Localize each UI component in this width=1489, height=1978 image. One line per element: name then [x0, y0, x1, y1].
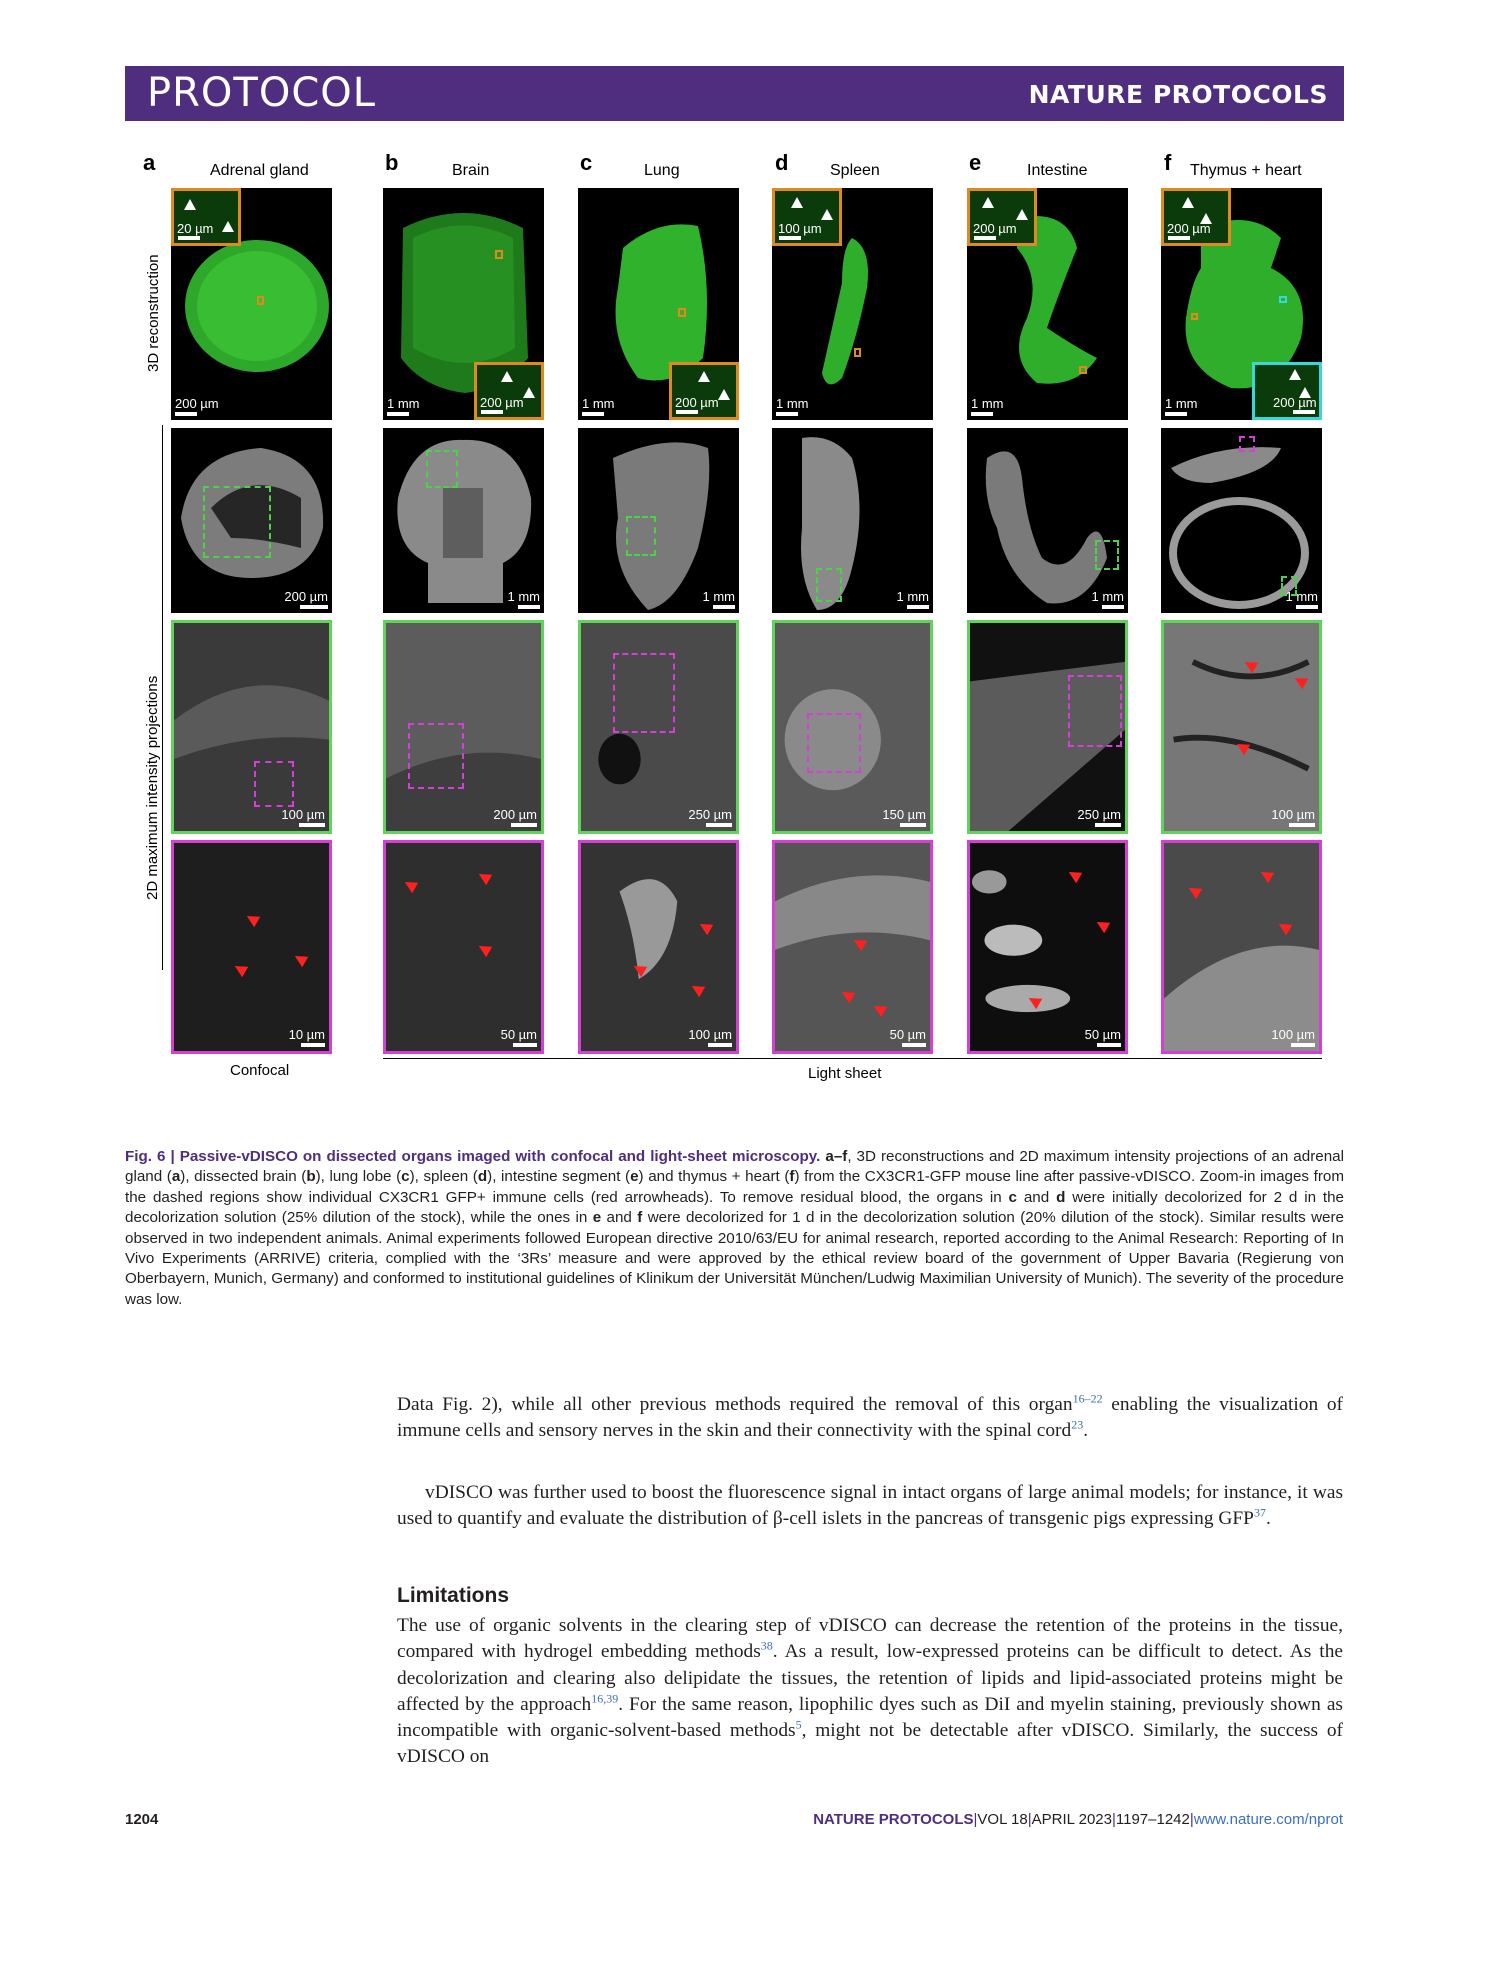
recon-spleen	[772, 188, 933, 420]
ref-link[interactable]: 16–22	[1072, 1391, 1103, 1406]
mip-thymus-heart	[1161, 428, 1322, 613]
panel-title-e: Intestine	[1027, 162, 1088, 179]
inset-thymus-1: 200 µm	[1161, 188, 1231, 246]
inset-thymus-2: 200 µm	[1252, 362, 1322, 420]
scale-zoom1-c: 250 µm	[688, 807, 732, 827]
recon-lung	[578, 188, 739, 420]
scale-recon-e: 1 mm	[971, 396, 1004, 416]
ref-link[interactable]: 37	[1253, 1505, 1266, 1520]
zoom1-adrenal	[171, 620, 332, 834]
body-paragraph-1: Data Fig. 2), while all other previous methods required the removal of this organ$^{16-22}$ enabling the visualization of immune cells and sensory nerves in the skin and their connectivity with the spinal cord$^{23}$.	[397, 1391, 1344, 1442]
mip-intestine	[967, 428, 1128, 613]
journal-name: NATURE PROTOCOLS	[1028, 80, 1328, 109]
panel-title-d: Spleen	[830, 162, 880, 179]
page-number: 1204	[125, 1811, 159, 1828]
zoom1-spleen	[772, 620, 933, 834]
ref-link[interactable]: 16,39	[591, 1691, 619, 1706]
scale-zoom2-c: 100 µm	[688, 1027, 732, 1047]
figure-6	[125, 150, 1344, 1140]
mip-spleen	[772, 428, 933, 613]
body-paragraph-2: vDISCO was further used to boost the fluorescence signal in intact organs of large animal models; for instance, it was used to quantify and evaluate the distribution of β-cell islets in the pancreas of transgenic pigs expressing GFP$^{37}$.	[397, 1482, 1343, 1530]
recon-intestine	[967, 188, 1128, 420]
footer-citation: NATURE PROTOCOLS|VOL 18|APRIL 2023|1197–1242|www.nature.com/nprot	[813, 1811, 1343, 1828]
scale-zoom2-e: 50 µm	[1085, 1027, 1121, 1047]
caption-title: Fig. 6 | Passive-vDISCO on dissected organs imaged with confocal and light-sheet microscopy.	[125, 1148, 821, 1165]
scale-mip-b: 1 mm	[508, 589, 541, 609]
scale-recon-c: 1 mm	[582, 396, 615, 416]
scale-zoom1-d: 150 µm	[882, 807, 926, 827]
scale-zoom1-a: 100 µm	[281, 807, 325, 827]
scale-zoom1-b: 200 µm	[493, 807, 537, 827]
panel-letter-d: d	[775, 150, 789, 175]
zoom1-brain	[383, 620, 544, 834]
panel-title-f: Thymus + heart	[1190, 162, 1302, 179]
zoom2-brain	[383, 840, 544, 1054]
mip-lung	[578, 428, 739, 613]
section-heading-limitations: Limitations	[397, 1584, 510, 1607]
scale-zoom2-a: 10 µm	[289, 1027, 325, 1047]
scale-mip-c: 1 mm	[703, 589, 736, 609]
label-light-sheet: Light sheet	[808, 1065, 882, 1082]
row-label-3d: 3D reconstruction	[145, 254, 162, 372]
scale-mip-d: 1 mm	[897, 589, 930, 609]
panel-title-c: Lung	[644, 162, 680, 179]
zoom1-intestine	[967, 620, 1128, 834]
figure-caption: Fig. 6 | Passive-vDISCO on dissected organs imaged with confocal and light-sheet microscopy. a–f, 3D reconstructions and 2D maximum intensity projections of an adrenal gland (a), dissected brain (b), lung lobe (c), spleen (d), intestine segment (e) and thymus + heart (f) from the CX3CR1-GFP mouse line after passive-vDISCO. Zoom-in images from the dashed regions show individual CX3CR1 GFP+ immune cells (red arrowheads). To remove residual blood, the organs in c and d were initially decolorized for 2 d in the decolorization solution (25% dilution of the stock), while the ones in e and f were decolorized for 1 d in the decolorization solution (20% dilution of the stock). Similar results were observed in two independent animals. Animal experiments followed European directive 2010/63/EU for animal research, reported according to the Animal Research: Reporting of In Vivo Experiments (ARRIVE) criteria, complied with the ‘3Rs’ measure and were approved by the ethical review board of the government of Upper Bavaria (Regierung von Oberbayern, Munich, Germany) and conformed to institutional guidelines of Klinikum der Universität München/Ludwig Maximilian University of Munich). The severity of the procedure was low.	[125, 1148, 1344, 1308]
scale-recon-b: 1 mm	[387, 396, 420, 416]
section-label: PROTOCOL	[147, 70, 377, 116]
body-paragraph-3: The use of organic solvents in the clearing step of vDISCO can decrease the retention of the proteins in the tissue, compared with hydrogel embedding methods$^{38}$. As a result, low-expressed proteins can be difficult to detect. As the decolorization and clearing also delipidate the tissues, the retention of lipids and lipid-associated proteins might be affected by the approach$^{16,39}$. For the same reason, lipophilic dyes such as DiI and myelin staining, previously shown as incompatible with organic-solvent-based methods$^5$, might not be detectable after vDISCO. Similarly, the success of vDISCO on	[397, 1615, 1344, 1768]
scale-mip-f: 1 mm	[1286, 589, 1319, 609]
ref-link[interactable]: 23	[1071, 1417, 1084, 1432]
scale-zoom2-d: 50 µm	[890, 1027, 926, 1047]
panel-title-a: Adrenal gland	[210, 162, 309, 179]
scale-mip-e: 1 mm	[1092, 589, 1125, 609]
zoom2-adrenal	[171, 840, 332, 1054]
scale-zoom1-f: 100 µm	[1271, 807, 1315, 827]
scale-recon-a: 200 µm	[175, 396, 219, 416]
panel-letter-e: e	[969, 150, 982, 175]
panel-title-b: Brain	[452, 162, 490, 179]
inset-adrenal: 20 µm	[171, 188, 241, 246]
scale-mip-a: 200 µm	[284, 589, 328, 609]
mip-adrenal	[171, 428, 332, 613]
scale-zoom2-f: 100 µm	[1271, 1027, 1315, 1047]
zoom2-intestine	[967, 840, 1128, 1054]
row-label-2d: 2D maximum intensity projections	[144, 675, 161, 900]
journal-url-link[interactable]: www.nature.com/nprot	[1193, 1811, 1343, 1828]
zoom1-lung	[578, 620, 739, 834]
inset-brain: 200 µm	[474, 362, 544, 420]
mip-brain	[383, 428, 544, 613]
panel-letter-f: f	[1164, 150, 1172, 175]
label-confocal: Confocal	[230, 1062, 290, 1079]
inset-spleen: 100 µm	[772, 188, 842, 246]
zoom2-thymus-heart	[1161, 840, 1322, 1054]
recon-adrenal	[171, 188, 332, 420]
inset-intestine: 200 µm	[967, 188, 1037, 246]
scale-recon-f: 1 mm	[1165, 396, 1198, 416]
ref-link[interactable]: 5	[795, 1717, 802, 1732]
scale-zoom2-b: 50 µm	[501, 1027, 537, 1047]
panel-letter-a: a	[143, 150, 156, 175]
scale-zoom1-e: 250 µm	[1077, 807, 1121, 827]
row-bracket-2d	[162, 425, 163, 970]
panel-letter-c: c	[580, 150, 593, 175]
zoom1-thymus-heart	[1161, 620, 1322, 834]
recon-thymus-heart	[1161, 188, 1322, 420]
panel-letter-b: b	[385, 150, 399, 175]
recon-brain	[383, 188, 544, 420]
zoom2-spleen	[772, 840, 933, 1054]
scale-recon-d: 1 mm	[776, 396, 809, 416]
header-bar	[125, 66, 1344, 121]
ref-link[interactable]: 38	[760, 1638, 773, 1653]
lightsheet-bracket	[383, 1058, 1322, 1059]
zoom2-lung	[578, 840, 739, 1054]
inset-lung: 200 µm	[669, 362, 739, 420]
